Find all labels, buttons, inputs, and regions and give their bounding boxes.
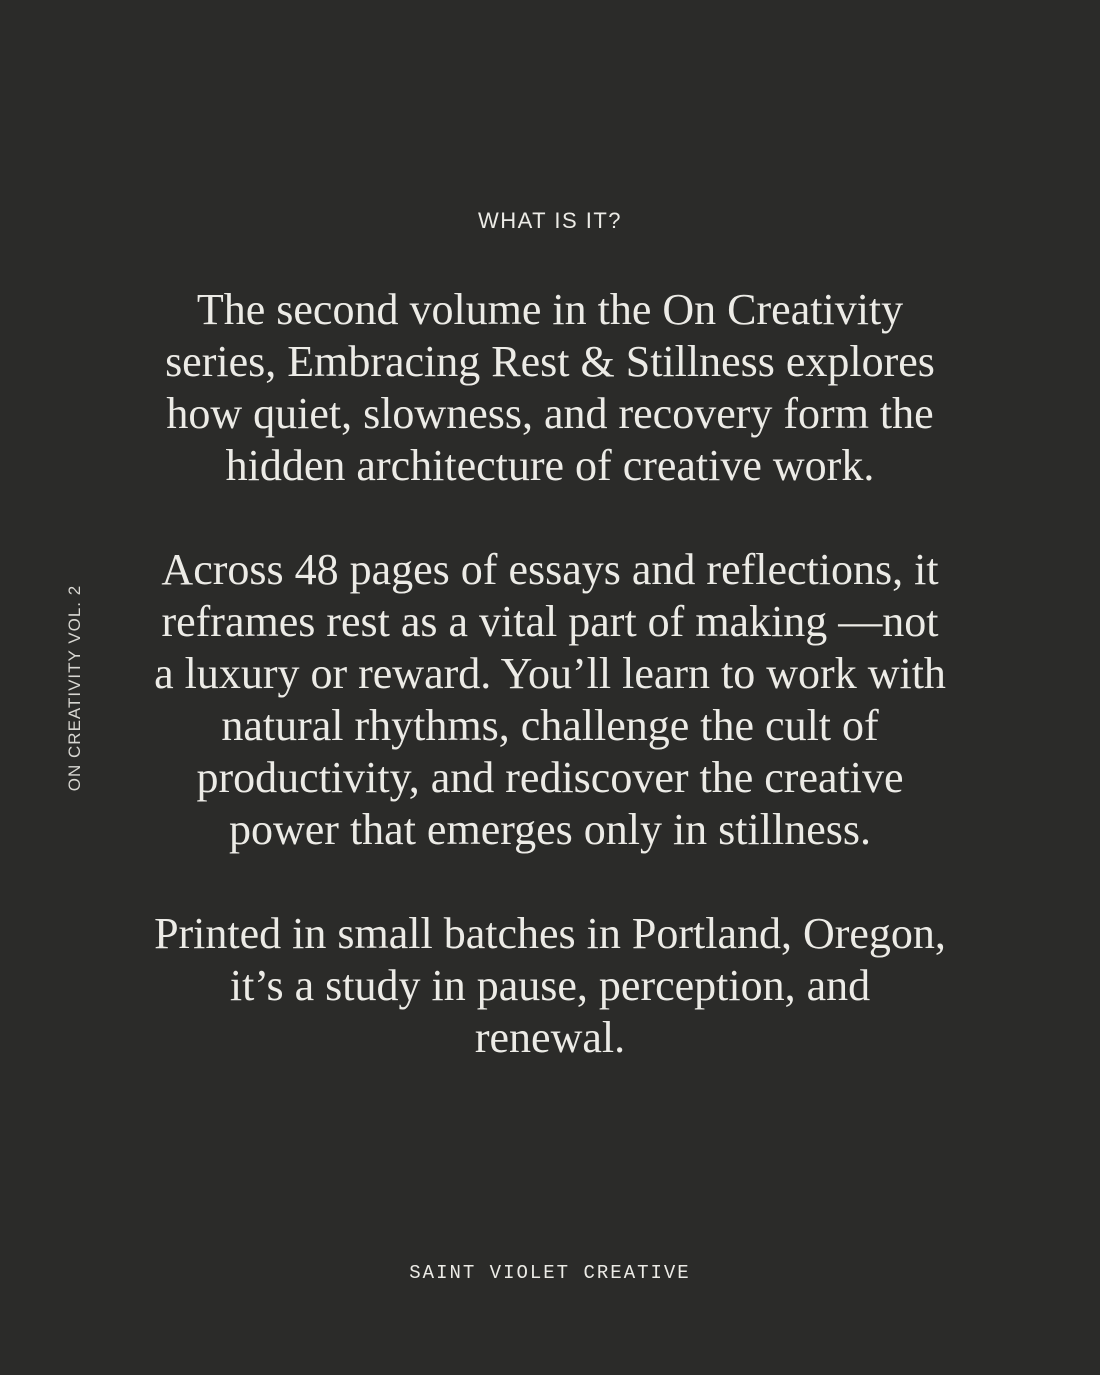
section-heading: WHAT IS IT? (477, 208, 623, 233)
paragraph-intro: The second volume in the On Creativity series, Embracing Rest & Stillness explores how quiet, slowness, and recovery form the hidden architecture of creative work. (165, 285, 935, 490)
paragraph-details: Across 48 pages of essays and reflections, it reframes rest as a vital part of making —not a luxury or reward. You’ll learn to work with natural rhythms, challenge the cult of productivity, and rediscover the creative power that emerges only in stillness. (154, 545, 946, 854)
side-label: ON CREATIVITY VOL. 2 (65, 584, 84, 792)
body-copy (150, 284, 950, 1064)
brand-footer: SAINT VIOLET CREATIVE (409, 1262, 691, 1284)
paragraph-printing: Printed in small batches in Portland, Oregon, it’s a study in pause, perception, and renewal. (154, 909, 946, 1062)
